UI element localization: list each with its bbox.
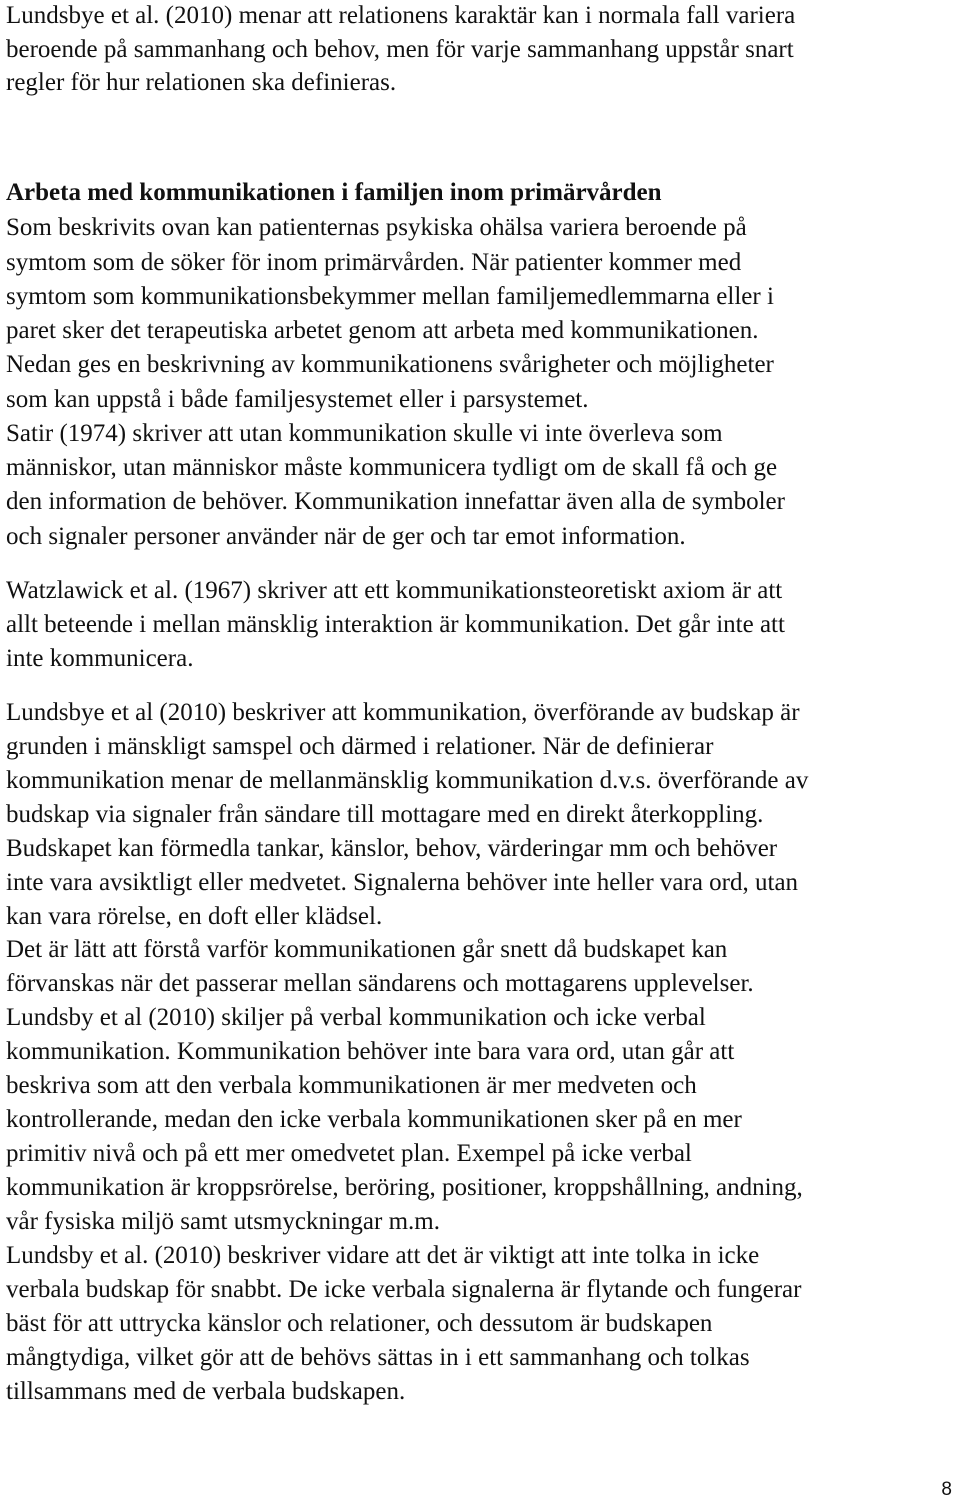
text-line: kan vara rörelse, en doft eller klädsel. (6, 903, 383, 930)
text-line: kommunikation menar de mellanmänsklig kommunikation d.v.s. överförande av (6, 767, 809, 794)
text-line: Det är lätt att förstå varför kommunikationen går snett då budskapet kan (6, 936, 728, 963)
text-line: och signaler personer använder när de ger och tar emot information. (6, 523, 686, 550)
text-line: tillsammans med de verbala budskapen. (6, 1378, 406, 1405)
text-line: vår fysiska miljö samt utsmyckningar m.m. (6, 1208, 440, 1235)
page-number: 8 (941, 1479, 952, 1500)
text-line: beskriva som att den verbala kommunikationen är mer medveten och (6, 1072, 697, 1099)
text-line: grunden i mänskligt samspel och därmed i relationer. När de definierar (6, 733, 714, 760)
text-line: människor, utan människor måste kommunicera tydligt om de skall få och ge (6, 454, 778, 481)
text-line: den information de behöver. Kommunikation innefattar även alla de symboler (6, 488, 785, 515)
text-line: kontrollerande, medan den icke verbala kommunikationen sker på en mer (6, 1106, 742, 1133)
text-line: regler för hur relationen ska definieras. (6, 69, 397, 96)
text-line: Lundsby et al (2010) skiljer på verbal kommunikation och icke verbal (6, 1004, 706, 1031)
text-line: beroende på sammanhang och behov, men för varje sammanhang uppstår snart (6, 36, 794, 63)
text-line: inte vara avsiktligt eller medvetet. Signalerna behöver inte heller vara ord, utan (6, 869, 799, 896)
text-line: verbala budskap för snabbt. De icke verbala signalerna är flytande och fungerar (6, 1276, 802, 1303)
text-line: paret sker det terapeutiska arbetet genom att arbeta med kommunikationen. (6, 317, 759, 344)
text-line: Lundsbye et al (2010) beskriver att kommunikation, överförande av budskap är (6, 699, 800, 726)
text-line: som kan uppstå i både familjesystemet eller i parsystemet. (6, 386, 589, 413)
text-line: symtom som kommunikationsbekymmer mellan familjemedlemmarna eller i (6, 283, 774, 310)
text-line: Som beskrivits ovan kan patienternas psykiska ohälsa variera beroende på (6, 214, 747, 241)
text-line: symtom som de söker för inom primärvården. När patienter kommer med (6, 249, 742, 276)
text-line: bäst för att uttrycka känslor och relationer, och dessutom är budskapen (6, 1310, 713, 1337)
text-line: Budskapet kan förmedla tankar, känslor, behov, värderingar mm och behöver (6, 835, 778, 862)
text-line: primitiv nivå och på ett mer omedvetet plan. Exempel på icke verbal (6, 1140, 692, 1167)
text-line: Lundsbye et al. (2010) menar att relationens karaktär kan i normala fall variera (6, 2, 796, 29)
text-line: budskap via signaler från sändare till mottagare med en direkt återkoppling. (6, 801, 764, 828)
section-heading: Arbeta med kommunikationen i familjen inom primärvården (6, 179, 662, 206)
text-line: Satir (1974) skriver att utan kommunikation skulle vi inte överleva som (6, 420, 723, 447)
text-line: kommunikation är kroppsrörelse, beröring, positioner, kroppshållning, andning, (6, 1174, 803, 1201)
text-line: inte kommunicera. (6, 645, 194, 672)
text-line: allt beteende i mellan mänsklig interaktion är kommunikation. Det går inte att (6, 611, 785, 638)
text-line: Lundsby et al. (2010) beskriver vidare att det är viktigt att inte tolka in icke (6, 1242, 760, 1269)
text-line: Watzlawick et al. (1967) skriver att ett kommunikationsteoretiskt axiom är att (6, 577, 783, 604)
text-line: Nedan ges en beskrivning av kommunikationens svårigheter och möjligheter (6, 351, 774, 378)
text-line: förvanskas när det passerar mellan sändarens och mottagarens upplevelser. (6, 970, 754, 997)
text-line: mångtydiga, vilket gör att de behövs sättas in i ett sammanhang och tolkas (6, 1344, 750, 1371)
text-line: kommunikation. Kommunikation behöver inte bara vara ord, utan går att (6, 1038, 735, 1065)
